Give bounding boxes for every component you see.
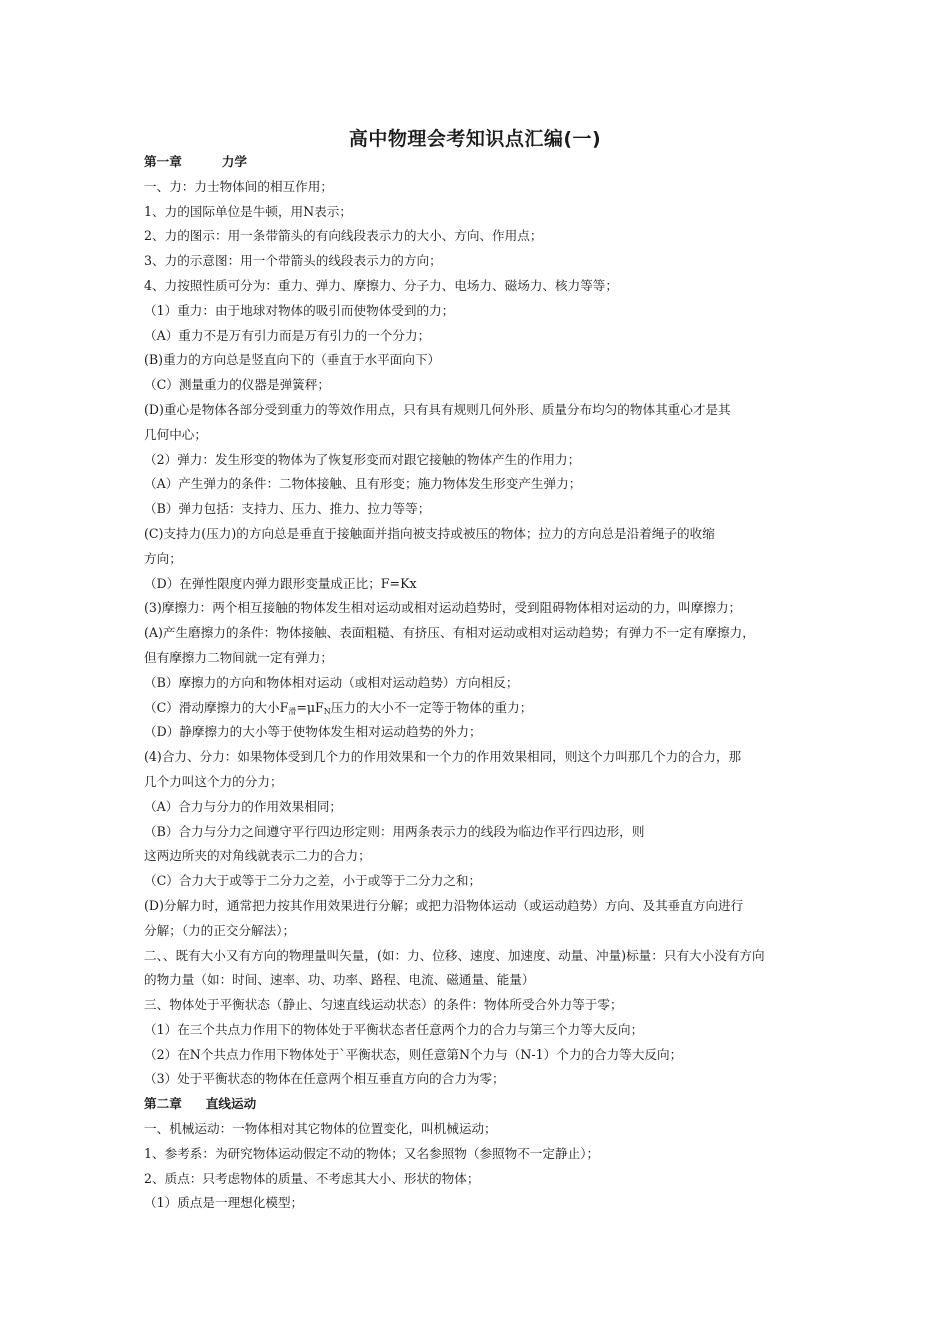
chapter-number: 第二章 xyxy=(144,1096,182,1112)
text-line: (4)合力、分力：如果物体受到几个力的作用效果和一个力的作用效果相同，则这个力叫那几个力的合力，那 xyxy=(144,749,742,765)
chapter-name: 力学 xyxy=(221,154,247,169)
text-line: 分解；（力的正交分解法）； xyxy=(144,922,296,938)
chapter-number: 第一章 xyxy=(144,154,182,169)
text-line: （D）在弹性限度内弹力跟形变量成正比；F=Kx xyxy=(144,575,417,591)
text-line: （1）重力：由于地球对物体的吸引而使物体受到的力； xyxy=(144,302,455,318)
chapter-heading xyxy=(144,150,824,175)
document-body xyxy=(144,150,824,1216)
text-block xyxy=(144,1117,824,1216)
text-line: 几何中心； xyxy=(144,426,207,442)
text-block xyxy=(144,175,824,696)
text-line: （B）弹力包括：支持力、压力、推力、拉力等等； xyxy=(144,501,431,517)
text-line: （1）质点是一理想化模型； xyxy=(144,1195,304,1211)
text-line: (C)支持力(压力)的方向总是垂直于接触面并指向被支持或被压的物体；拉力的方向总是沿着绳子的收缩 xyxy=(144,525,715,541)
text-line: 方向； xyxy=(144,550,182,566)
text-line: 二、、既有大小又有方向的物理量叫矢量，(如：力、位移、速度、加速度、动量、冲量)标量：只有大小没有方向 xyxy=(144,947,765,963)
text-line: （C）测量重力的仪器是弹簧秤； xyxy=(144,377,330,393)
text-line: （2）弹力：发生形变的物体为了恢复形变而对跟它接触的物体产生的作用力； xyxy=(144,451,581,467)
text-line: 但有摩擦力二物间就一定有弹力； xyxy=(144,649,333,665)
text-line: (D)重心是物体各部分受到重力的等效作用点，只有具有规则几何外形、质量分布均匀的物体其重心才是其 xyxy=(144,401,731,417)
text-line: 2、质点：只考虑物体的质量、不考虑其大小、形状的物体； xyxy=(144,1170,480,1186)
text-line: 3、力的示意图：用一个带箭头的线段表示力的方向； xyxy=(144,253,442,269)
text-line: 2、力的图示：用一条带箭头的有向线段表示力的大小、方向、作用点； xyxy=(144,228,543,244)
text-line: (D)分解力时，通常把力按其作用效果进行分解；或把力沿物体运动（或运动趋势）方向、及其垂直方向进行 xyxy=(144,897,744,913)
text-line: （C）滑动摩擦力的大小$F_滑=\mu F_N$压力的大小不一定等于物体的重力； xyxy=(144,699,533,716)
text-line: 1、力的国际单位是牛顿，用N表示； xyxy=(144,203,352,219)
text-line: 一、机械运动：一物体相对其它物体的位置变化，叫机械运动； xyxy=(144,1121,497,1137)
text-line: 4、力按照性质可分为：重力、弹力、摩擦力、分子力、电场力、磁场力、核力等等； xyxy=(144,277,618,293)
text-line: （C）合力大于或等于二分力之差，小于或等于二分力之和； xyxy=(144,873,482,889)
chapter-name: 直线运动 xyxy=(205,1096,257,1112)
text-line: （B）摩擦力的方向和物体相对运动（或相对运动趋势）方向相反； xyxy=(144,674,519,690)
text-line: （A）合力与分力的作用效果相同； xyxy=(144,798,343,814)
text-line: 1、参考系：为研究物体运动假定不动的物体；又名参照物（参照物不一定静止）； xyxy=(144,1145,600,1161)
document-title: 高中物理会考知识点汇编(一) xyxy=(348,128,602,150)
text-line: 三、物体处于平衡状态（静止、匀速直线运动状态）的条件：物体所受合外力等于零； xyxy=(144,997,623,1013)
text-line: （2）在N个共点力作用下物体处于`平衡状态，则任意第N个力与（N-1）个力的合力等大反向； xyxy=(144,1046,683,1062)
text-line: 几个力叫这个力的分力； xyxy=(144,773,283,789)
text-line: （1）在三个共点力作用下的物体处于平衡状态者任意两个力的合力与第三个力等大反向； xyxy=(144,1021,644,1037)
text-line: (A)产生磨擦力的条件：物体接触、表面粗糙、有挤压、有相对运动或相对运动趋势；有弹力不一定有摩擦力， xyxy=(144,625,755,641)
text-line: （3）处于平衡状态的物体在任意两个相互垂直方向的合力为零； xyxy=(144,1071,505,1087)
text-block xyxy=(144,720,824,1092)
chapter-heading xyxy=(144,1092,824,1117)
text-line: 的物力量（如：时间、速率、功、功率、路程、电流、磁通量、能量） xyxy=(144,972,535,988)
text-line: （B）合力与分力之间遵守平行四边形定则：用两条表示力的线段为临边作平行四边形，则 xyxy=(144,823,645,839)
text-line: 这两边所夹的对角线就表示二力的合力； xyxy=(144,848,371,864)
text-line: (B)重力的方向总是竖直向下的（垂直于水平面向下） xyxy=(144,352,441,368)
text-line: （A）重力不是万有引力而是万有引力的一个分力； xyxy=(144,327,431,343)
text-line: （A）产生弹力的条件：二物体接触、且有形变；施力物体发生形变产生弹力； xyxy=(144,476,582,492)
text-line: 一、力：力士物体间的相互作用； xyxy=(144,178,333,194)
text-line: （D）静摩擦力的大小等于使物体发生相对运动趋势的外力； xyxy=(144,724,482,740)
text-line: (3)摩擦力：两个相互接触的物体发生相对运动或相对运动趋势时，受到阻碍物体相对运动的力，叫摩擦力； xyxy=(144,600,742,616)
